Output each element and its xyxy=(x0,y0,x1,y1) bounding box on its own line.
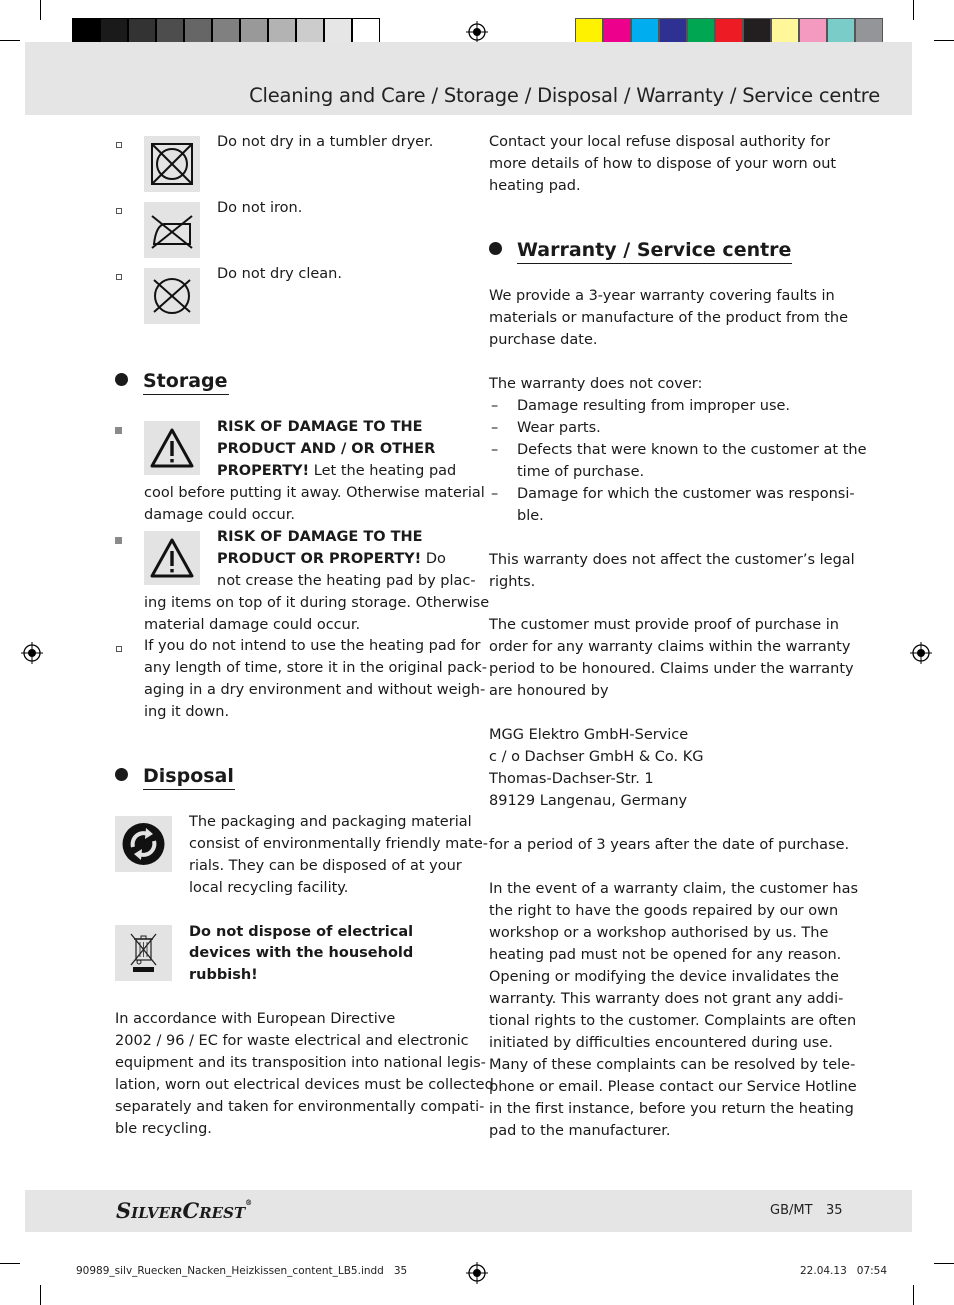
warranty-text: heating pad must not be opened for any reason. xyxy=(489,947,842,963)
warranty-text: This warranty does not affect the customer’s legal xyxy=(489,552,855,568)
care-text: Do not dry in a tumbler dryer. xyxy=(217,134,434,150)
warning-text: RISK OF DAMAGE TO THE xyxy=(217,419,423,435)
address-line: MGG Elektro GmbH-Service xyxy=(489,727,689,743)
warranty-text: The warranty does not cover: xyxy=(489,376,703,392)
directive-text: 2002 / 96 / EC for waste electrical and electronic xyxy=(115,1033,469,1049)
page-title: Cleaning and Care / Storage / Disposal / Warranty / Service centre xyxy=(249,84,880,107)
weee-text: Do not dispose of electrical xyxy=(189,924,414,940)
no-dry-clean-icon xyxy=(144,268,200,324)
directive-text: equipment and its transposition into national legis- xyxy=(115,1055,486,1071)
tip-text: ing it down. xyxy=(144,704,230,720)
warranty-text: We provide a 3-year warranty covering faults in xyxy=(489,288,835,304)
warranty-text: are honoured by xyxy=(489,683,609,699)
weee-text: devices with the household xyxy=(189,945,414,961)
address-line: c / o Dachser GmbH & Co. KG xyxy=(489,749,704,765)
page-number: 35 xyxy=(826,1203,843,1218)
care-text: Do not iron. xyxy=(217,200,303,216)
crop-mark xyxy=(0,1263,20,1264)
warning-text: PRODUCT OR PROPERTY! Do xyxy=(217,551,446,567)
warranty-text: the right to have the goods repaired by our own xyxy=(489,903,839,919)
tip-text: any length of time, store it in the original pack- xyxy=(144,660,487,676)
directive-text: ble recycling. xyxy=(115,1121,212,1137)
registration-mark-icon xyxy=(910,642,932,664)
warranty-text: phone or email. Please contact our Service Hotline xyxy=(489,1079,857,1095)
bullet xyxy=(116,208,122,214)
brand-logo: SILVERCREST® xyxy=(116,1198,253,1223)
warranty-text: period to be honoured. Claims under the warranty xyxy=(489,661,854,677)
no-tumble-dry-icon xyxy=(144,136,200,192)
warranty-text: In the event of a warranty claim, the customer has xyxy=(489,881,859,897)
contact-text: more details of how to dispose of your worn out xyxy=(489,156,837,172)
bullet xyxy=(115,537,122,544)
crossed-bin-icon xyxy=(115,925,172,981)
directive-text: lation, worn out electrical devices must be collected xyxy=(115,1077,494,1093)
disposal-heading: Disposal xyxy=(115,765,235,787)
packaging-text: local recycling facility. xyxy=(189,880,349,896)
crop-mark xyxy=(40,1285,41,1305)
storage-heading: Storage xyxy=(115,370,229,392)
heading-bullet-icon xyxy=(115,373,128,386)
warranty-text: initiated by difficulties encountered during use. xyxy=(489,1035,833,1051)
slug-date: 22.04.13 07:54 xyxy=(800,1265,888,1277)
warranty-heading: Warranty / Service centre xyxy=(489,239,792,261)
bullet xyxy=(115,427,122,434)
bullet xyxy=(116,646,122,652)
address-line: Thomas-Dachser-Str. 1 xyxy=(489,771,654,787)
directive-text: In accordance with European Directive xyxy=(115,1011,396,1027)
warranty-text: rights. xyxy=(489,574,536,590)
recycling-icon xyxy=(115,816,172,872)
packaging-text: The packaging and packaging material xyxy=(189,814,472,830)
warning-text: ing items on top of it during storage. Otherwise xyxy=(144,595,490,611)
warranty-text: workshop or a workshop authorised by us. The xyxy=(489,925,829,941)
crop-mark xyxy=(913,1285,914,1305)
warning-text: material damage could occur. xyxy=(144,617,361,633)
crop-mark xyxy=(934,40,954,41)
warning-icon xyxy=(144,531,200,585)
warranty-text: The customer must provide proof of purchase in xyxy=(489,617,839,633)
crop-mark xyxy=(0,40,20,41)
warranty-text: warranty. This warranty does not grant any addi- xyxy=(489,991,844,1007)
warning-text: PRODUCT AND / OR OTHER xyxy=(217,441,436,457)
warranty-text: materials or manufacture of the product from the xyxy=(489,310,849,326)
list-dash: – xyxy=(491,398,499,414)
crop-mark xyxy=(40,0,41,20)
contact-text: Contact your local refuse disposal authority for xyxy=(489,134,831,150)
list-dash: – xyxy=(491,442,499,458)
list-dash: – xyxy=(491,420,499,436)
registration-mark-icon xyxy=(466,1262,488,1284)
bullet xyxy=(116,142,122,148)
warning-text: RISK OF DAMAGE TO THE xyxy=(217,529,423,545)
warranty-text: in the first instance, before you return the heating xyxy=(489,1101,854,1117)
warranty-text: purchase date. xyxy=(489,332,598,348)
exclusion-item: time of purchase. xyxy=(517,464,645,480)
exclusion-item: Wear parts. xyxy=(517,420,601,436)
warning-text: cool before putting it away. Otherwise material xyxy=(144,485,485,501)
registration-mark-icon xyxy=(466,21,488,43)
contact-text: heating pad. xyxy=(489,178,581,194)
warranty-text: tional rights to the customer. Complaints are often xyxy=(489,1013,857,1029)
warranty-text: Many of these complaints can be resolved by tele- xyxy=(489,1057,856,1073)
packaging-text: consist of environmentally friendly mate- xyxy=(189,836,489,852)
bullet xyxy=(116,274,122,280)
heading-bullet-icon xyxy=(489,242,502,255)
warranty-text: for a period of 3 years after the date of purchase. xyxy=(489,837,850,853)
warning-text: damage could occur. xyxy=(144,507,295,523)
weee-text: rubbish! xyxy=(189,967,258,983)
crop-mark xyxy=(913,0,914,20)
warranty-text: order for any warranty claims within the warranty xyxy=(489,639,851,655)
warning-text: PROPERTY! Let the heating pad xyxy=(217,463,457,479)
crop-mark xyxy=(934,1263,954,1264)
registration-mark-icon xyxy=(21,642,43,664)
warning-text: not crease the heating pad by plac- xyxy=(217,573,476,589)
warranty-text: Opening or modifying the device invalidates the xyxy=(489,969,839,985)
tip-text: aging in a dry environment and without weigh- xyxy=(144,682,486,698)
heading-bullet-icon xyxy=(115,768,128,781)
exclusion-item: Defects that were known to the customer at the xyxy=(517,442,867,458)
list-dash: – xyxy=(491,486,499,502)
warning-icon xyxy=(144,421,200,475)
packaging-text: rials. They can be disposed of at your xyxy=(189,858,462,874)
slug-file: 90989_silv_Ruecken_Nacken_Heizkissen_content_LB5.indd 35 xyxy=(76,1265,408,1277)
tip-text: If you do not intend to use the heating pad for xyxy=(144,638,481,654)
warranty-text: pad to the manufacturer. xyxy=(489,1123,671,1139)
care-text: Do not dry clean. xyxy=(217,266,342,282)
no-iron-icon xyxy=(144,202,200,258)
region-label: GB/MT xyxy=(770,1203,813,1218)
directive-text: separately and taken for environmentally compati- xyxy=(115,1099,485,1115)
exclusion-item: Damage resulting from improper use. xyxy=(517,398,791,414)
address-line: 89129 Langenau, Germany xyxy=(489,793,688,809)
exclusion-item: ble. xyxy=(517,508,544,524)
exclusion-item: Damage for which the customer was responsi- xyxy=(517,486,855,502)
